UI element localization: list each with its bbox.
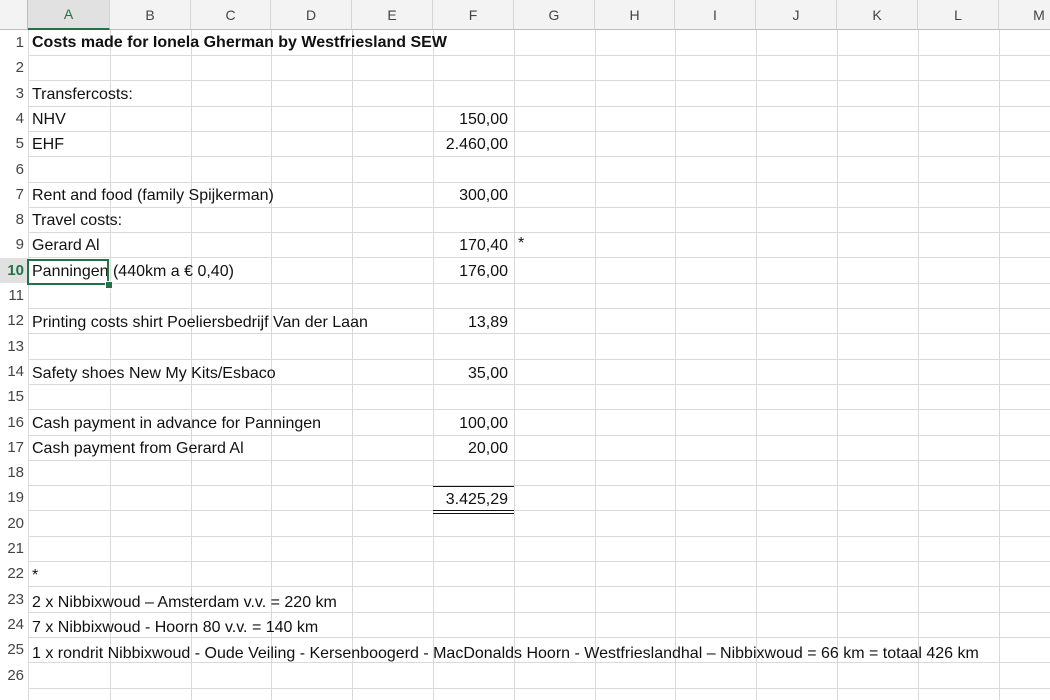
row-header[interactable]: 23 [0, 587, 28, 612]
column-header[interactable]: D [271, 0, 352, 30]
gridline-horizontal [28, 55, 1050, 56]
cell-a22-asterisk[interactable]: * [32, 567, 39, 584]
row-header[interactable]: 3 [0, 81, 28, 106]
column-header[interactable]: F [433, 0, 514, 30]
total-double-underline-2 [433, 513, 514, 514]
row-header[interactable]: 17 [0, 435, 28, 460]
row-header[interactable]: 2 [0, 55, 28, 80]
active-cell-selection[interactable] [27, 259, 109, 285]
gridline-horizontal [28, 106, 1050, 107]
column-header[interactable]: G [514, 0, 595, 30]
row-header[interactable]: 14 [0, 359, 28, 384]
column-header[interactable]: L [918, 0, 999, 30]
gridline-horizontal [28, 156, 1050, 157]
gridline-horizontal [28, 510, 1050, 511]
cell-f10-panningen-amount[interactable]: 176,00 [459, 263, 508, 280]
cell-a17-cash-gerard[interactable]: Cash payment from Gerard Al [32, 440, 244, 457]
cell-f16-cash-advance-amount[interactable]: 100,00 [459, 415, 508, 432]
row-header[interactable]: 5 [0, 131, 28, 156]
cell-f4-nhv-amount[interactable]: 150,00 [459, 111, 508, 128]
cell-a9-gerard-al[interactable]: Gerard Al [32, 237, 100, 254]
row-header[interactable]: 1 [0, 30, 28, 55]
row-header[interactable]: 24 [0, 612, 28, 637]
cell-g9-asterisk[interactable]: * [518, 235, 525, 252]
column-header[interactable]: E [352, 0, 433, 30]
column-header[interactable]: K [837, 0, 918, 30]
row-header[interactable]: 6 [0, 157, 28, 182]
gridline-horizontal [28, 561, 1050, 562]
row-header[interactable]: 16 [0, 410, 28, 435]
row-header[interactable]: 11 [0, 283, 28, 308]
gridline-horizontal [28, 80, 1050, 81]
row-header[interactable]: 13 [0, 334, 28, 359]
cell-a12-printing-costs[interactable]: Printing costs shirt Poeliersbedrijf Van der Laan [32, 314, 368, 331]
row-header[interactable]: 21 [0, 536, 28, 561]
column-header[interactable]: J [756, 0, 837, 30]
column-header[interactable]: C [191, 0, 271, 30]
total-top-border [433, 486, 514, 487]
cell-a5-ehf[interactable]: EHF [32, 136, 64, 153]
row-header[interactable]: 20 [0, 511, 28, 536]
cell-a24-route-hoorn[interactable]: 7 x Nibbixwoud - Hoorn 80 v.v. = 140 km [32, 619, 319, 636]
cell-a7-rent-food[interactable]: Rent and food (family Spijkerman) [32, 187, 274, 204]
row-header[interactable]: 8 [0, 207, 28, 232]
row-header[interactable]: 10 [0, 258, 28, 283]
column-header[interactable]: H [595, 0, 675, 30]
gridline-horizontal [28, 586, 1050, 587]
cell-a16-cash-advance[interactable]: Cash payment in advance for Panningen [32, 415, 322, 432]
gridline-horizontal [28, 359, 1050, 360]
cell-a25-route-rondrit[interactable]: 1 x rondrit Nibbixwoud - Oude Veiling - Kersenboogerd - MacDonalds Hoorn - Westfrieslandhal – Nibbixwoud = 66 km = totaal 426 km [32, 645, 979, 662]
column-header[interactable]: B [110, 0, 191, 30]
cell-f9-gerard-al-amount[interactable]: 170,40 [459, 237, 508, 254]
cell-f17-cash-gerard-amount[interactable]: 20,00 [467, 440, 508, 457]
cell-a14-safety-shoes[interactable]: Safety shoes New My Kits/Esbaco [32, 365, 276, 382]
fill-handle[interactable] [105, 281, 113, 289]
cell-f5-ehf-amount[interactable]: 2.460,00 [445, 136, 508, 153]
cell-f12-printing-amount[interactable]: 13,89 [467, 314, 508, 331]
gridline-horizontal [28, 131, 1050, 132]
total-double-underline-1 [433, 510, 514, 511]
cell-a23-route-amsterdam[interactable]: 2 x Nibbixwoud – Amsterdam v.v. = 220 km [32, 594, 337, 611]
row-header[interactable]: 19 [0, 485, 28, 510]
column-header[interactable]: I [675, 0, 756, 30]
gridline-horizontal [28, 232, 1050, 233]
row-header[interactable]: 9 [0, 232, 28, 257]
row-header[interactable]: 18 [0, 460, 28, 485]
cell-f19-total[interactable]: 3.425,29 [445, 491, 508, 508]
row-header[interactable]: 22 [0, 561, 28, 586]
gridline-horizontal [28, 308, 1050, 309]
gridline-horizontal [28, 536, 1050, 537]
cell-a1-title[interactable]: Costs made for Ionela Gherman by Westfriesland SEW [32, 34, 447, 51]
gridline-horizontal [28, 688, 1050, 689]
column-header[interactable]: M [999, 0, 1050, 30]
cell-f7-rent-food-amount[interactable]: 300,00 [459, 187, 508, 204]
row-header[interactable]: 4 [0, 106, 28, 131]
row-header[interactable]: 26 [0, 663, 28, 688]
row-header[interactable]: 7 [0, 182, 28, 207]
row-header[interactable]: 12 [0, 308, 28, 333]
select-all-corner[interactable] [0, 0, 28, 30]
cell-a3-transfercosts[interactable]: Transfercosts: [32, 86, 133, 103]
cell-a10-panningen[interactable]: Panningen (440km a € 0,40) [32, 263, 234, 280]
column-header[interactable]: A [28, 0, 110, 30]
row-header[interactable]: 25 [0, 637, 28, 662]
row-header[interactable]: 15 [0, 384, 28, 409]
cell-a8-travel-costs[interactable]: Travel costs: [32, 212, 123, 229]
cell-f14-safety-shoes-amount[interactable]: 35,00 [467, 365, 508, 382]
gridline-horizontal [28, 485, 1050, 486]
cell-a4-nhv[interactable]: NHV [32, 111, 66, 128]
